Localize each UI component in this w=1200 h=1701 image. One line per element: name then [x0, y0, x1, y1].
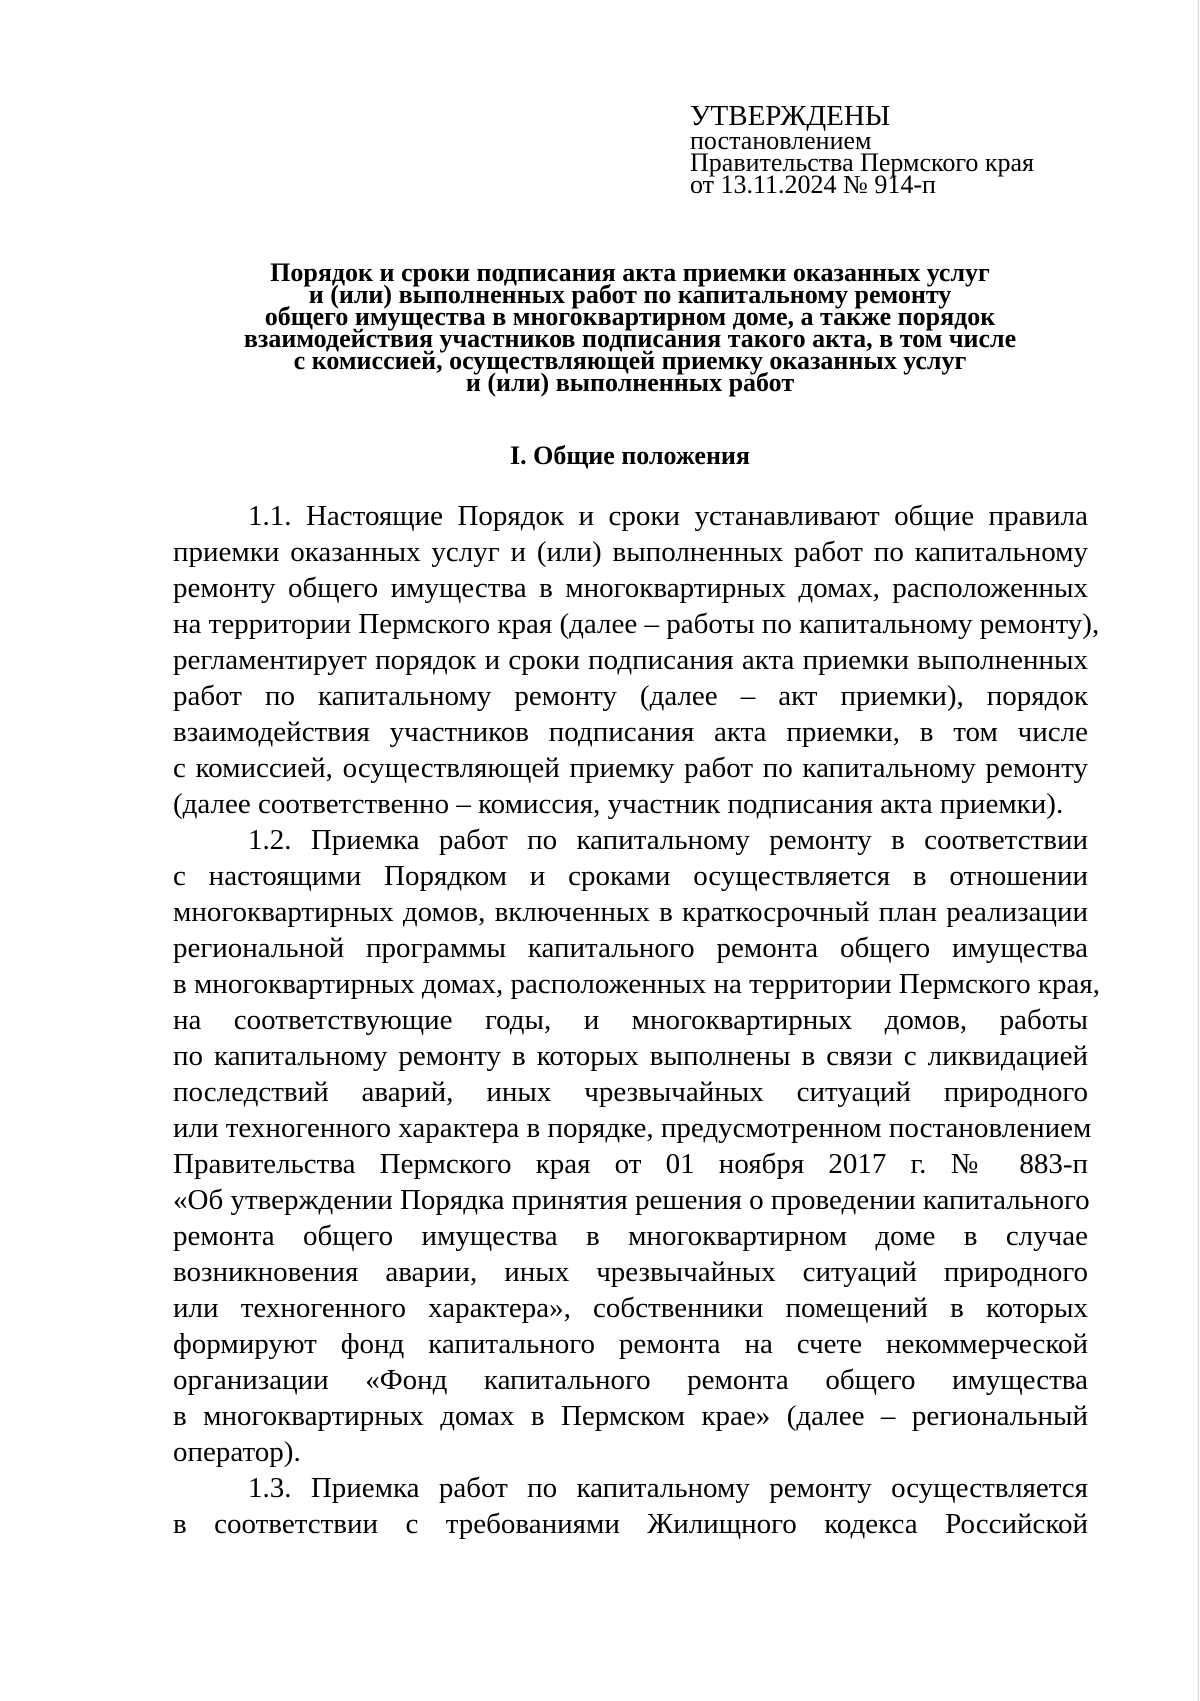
paragraph	[173, 498, 1100, 822]
title-line: общего имущества в многоквартирном доме, а также порядок	[264, 302, 996, 331]
text-line: в многоквартирных домах, расположенных на территории Пермского края,	[173, 968, 1100, 1000]
text-line: в соответствии с требованиями Жилищного кодекса Российской	[173, 1508, 1088, 1540]
text-line: формируют фонд капитального ремонта на счете некоммерческой	[173, 1328, 1088, 1360]
text-line: «Об утверждении Порядка принятия решения о проведении капитального	[173, 1184, 1090, 1216]
title-line: и (или) выполненных работ	[465, 368, 795, 397]
text-line: или техногенного характера в порядке, предусмотренном постановлением	[173, 1112, 1092, 1144]
section-heading: I. Общие положения	[510, 441, 750, 470]
text-line: или техногенного характера», собственники помещений в которых	[173, 1292, 1088, 1324]
document-title	[150, 258, 1110, 397]
title-line: взаимодействия участников подписания такого акта, в том числе	[243, 324, 1017, 353]
text-line: приемки оказанных услуг и (или) выполненных работ по капитальному	[173, 536, 1088, 568]
text-line: в многоквартирных домах в Пермском крае» (далее – региональный	[173, 1400, 1088, 1432]
text-line: 1.3. Приемка работ по капитальному ремонту осуществляется	[248, 1472, 1088, 1504]
text-line: региональной программы капитального ремонта общего имущества	[173, 932, 1088, 964]
text-line: регламентирует порядок и сроки подписания акта приемки выполненных	[173, 644, 1088, 676]
text-line: на соответствующие годы, и многоквартирных домов, работы	[173, 1004, 1088, 1036]
text-line: с комиссией, осуществляющей приемку работ по капитальному ремонту	[173, 752, 1088, 784]
text-line: (далее соответственно – комиссия, участник подписания акта приемки).	[173, 788, 1064, 820]
approval-stamp-block	[690, 100, 1034, 199]
title-line: и (или) выполненных работ по капитальному ремонту	[308, 280, 952, 309]
title-line: с комиссией, осуществляющей приемку оказанных услуг	[293, 346, 967, 375]
text-line: многоквартирных домов, включенных в краткосрочный план реализации	[173, 896, 1088, 928]
paragraph	[173, 1470, 1088, 1542]
text-line: ремонта общего имущества в многоквартирном доме в случае	[173, 1220, 1088, 1252]
text-line: последствий аварий, иных чрезвычайных ситуаций природного	[173, 1076, 1088, 1108]
text-line: организации «Фонд капитального ремонта общего имущества	[173, 1364, 1088, 1396]
text-line: на территории Пермского края (далее – работы по капитальному ремонту),	[173, 608, 1100, 640]
text-line: 1.1. Настоящие Порядок и сроки устанавливают общие правила	[248, 500, 1088, 532]
text-line: Правительства Пермского края от 01 ноября 2017 г. № 883-п	[173, 1148, 1088, 1180]
text-line: с настоящими Порядком и сроками осуществляется в отношении	[173, 860, 1088, 892]
approval-heading: УТВЕРЖДЕНЫ	[690, 100, 891, 132]
body-text	[173, 498, 1100, 1542]
page-edge-line	[1198, 0, 1199, 1701]
text-line: по капитальному ремонту в которых выполнены в связи с ликвидацией	[173, 1040, 1088, 1072]
approval-line: Правительства Пермского края	[690, 148, 1034, 177]
text-line: возникновения аварии, иных чрезвычайных ситуаций природного	[173, 1256, 1088, 1288]
approval-line: от 13.11.2024 № 914-п	[690, 170, 936, 199]
paragraph	[173, 822, 1100, 1470]
text-line: взаимодействия участников подписания акта приемки, в том числе	[173, 716, 1088, 748]
text-line: 1.2. Приемка работ по капитальному ремонту в соответствии	[248, 824, 1088, 856]
text-line: ремонту общего имущества в многоквартирных домах, расположенных	[173, 572, 1088, 604]
title-line: Порядок и сроки подписания акта приемки оказанных услуг	[270, 258, 990, 287]
approval-line: постановлением	[690, 126, 872, 155]
text-line: оператор).	[173, 1436, 301, 1468]
text-line: работ по капитальному ремонту (далее – акт приемки), порядок	[173, 680, 1088, 712]
